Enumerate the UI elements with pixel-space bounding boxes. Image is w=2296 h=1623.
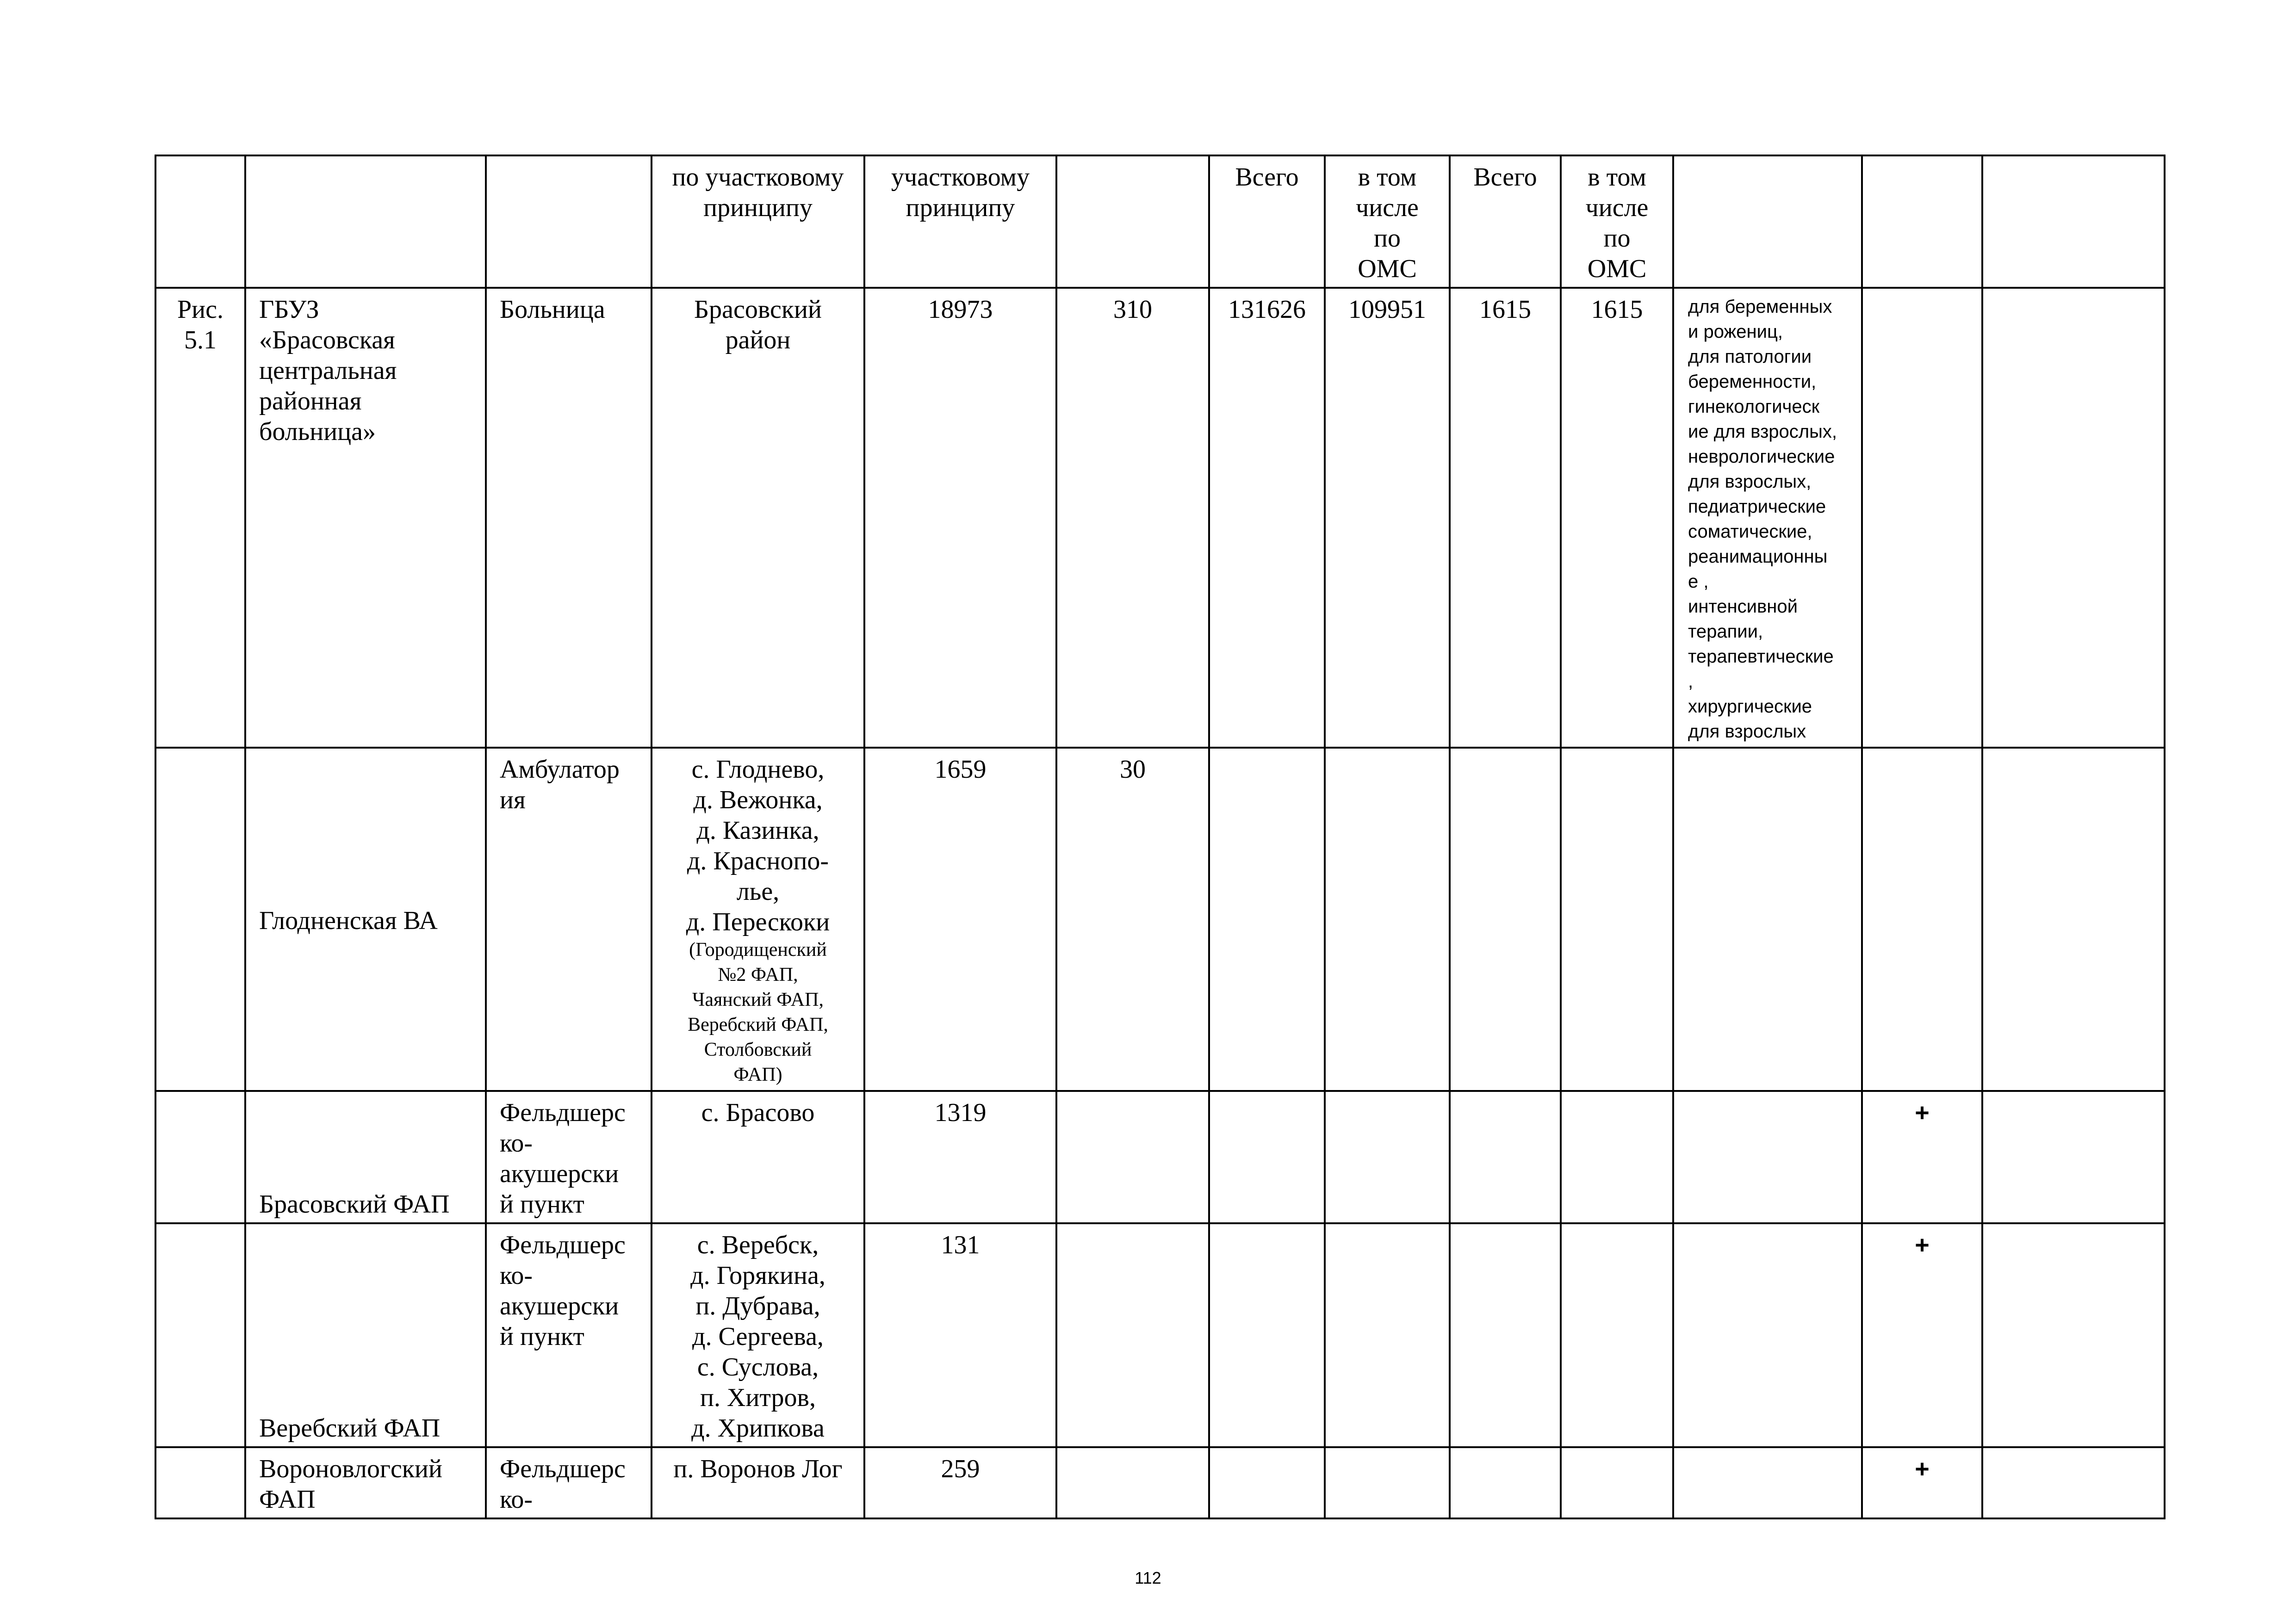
total-1-value: 131626 <box>1209 288 1325 748</box>
header-cell-12 <box>1862 155 1982 288</box>
oms-1-value: 109951 <box>1325 288 1450 748</box>
total-1-value <box>1209 1223 1325 1447</box>
facility-type: Больница <box>486 288 652 748</box>
total-1-value <box>1209 1447 1325 1518</box>
table-row <box>155 748 2165 1091</box>
service-area: Брасовский район <box>652 288 864 748</box>
row-number <box>155 748 245 1091</box>
header-cell-6 <box>1056 155 1209 288</box>
table-row <box>155 1447 2165 1518</box>
oms-2-value: 1615 <box>1561 288 1673 748</box>
table-row <box>155 1223 2165 1447</box>
header-cell-name <box>245 155 486 288</box>
cell-13 <box>1982 1223 2165 1447</box>
oms-2-value <box>1561 1447 1673 1518</box>
oms-1-value <box>1325 748 1450 1091</box>
mark-cell <box>1862 748 1982 1091</box>
service-area: п. Воронов Лог <box>652 1447 864 1518</box>
cell-13 <box>1982 1447 2165 1518</box>
population-value: 1319 <box>864 1091 1056 1223</box>
header-cell-type <box>486 155 652 288</box>
service-area: с. Глоднево, д. Вежонка, д. Казинка, д. Краснопо- лье, д. Перескоки (Городищенский №2 ФАП, Чаянский ФАП, Веребский ФАП, Столбовский ФАП) <box>652 748 864 1091</box>
medical-facilities-table <box>155 155 2166 1519</box>
bed-profiles <box>1673 1447 1862 1518</box>
header-cell-oms-2: в том числе по ОМС <box>1561 155 1673 288</box>
header-cell-total-1: Всего <box>1209 155 1325 288</box>
plus-mark: + <box>1862 1447 1982 1518</box>
row-number <box>155 1091 245 1223</box>
header-cell-total-2: Всего <box>1450 155 1561 288</box>
row-number: Рис. 5.1 <box>155 288 245 748</box>
table-row <box>155 1091 2165 1223</box>
facility-type: Фельдшерс ко- <box>486 1447 652 1518</box>
mark-cell <box>1862 288 1982 748</box>
cell-6-value <box>1056 1223 1209 1447</box>
header-cell-area: по участковому принципу <box>652 155 864 288</box>
cell-13 <box>1982 1091 2165 1223</box>
facility-type: Фельдшерс ко- акушерски й пункт <box>486 1091 652 1223</box>
facility-name: Брасовский ФАП <box>245 1091 486 1223</box>
oms-2-value <box>1561 1223 1673 1447</box>
row-number <box>155 1447 245 1518</box>
total-1-value <box>1209 748 1325 1091</box>
oms-1-value <box>1325 1447 1450 1518</box>
cell-6-value: 30 <box>1056 748 1209 1091</box>
population-value: 259 <box>864 1447 1056 1518</box>
cell-13 <box>1982 748 2165 1091</box>
facility-name: Веребский ФАП <box>245 1223 486 1447</box>
total-2-value <box>1450 1447 1561 1518</box>
cell-6-value: 310 <box>1056 288 1209 748</box>
page-number: 112 <box>1135 1568 1161 1587</box>
row-number <box>155 1223 245 1447</box>
bed-profiles: для беременных и рожениц, для патологии беременности, гинекологическ ие для взрослых, неврологические для взрослых, педиатрические соматические, реанимационны е , интенсивной терапии, терапевтические , хирургические для взрослых <box>1673 288 1862 748</box>
service-area: с. Веребск, д. Горякина, п. Дубрава, д. Сергеева, с. Суслова, п. Хитров, д. Хрипкова <box>652 1223 864 1447</box>
total-2-value: 1615 <box>1450 288 1561 748</box>
facility-name: Глодненская ВА <box>245 748 486 1091</box>
facility-name: Вороновлогский ФАП <box>245 1447 486 1518</box>
header-cell-13 <box>1982 155 2165 288</box>
bed-profiles <box>1673 748 1862 1091</box>
oms-1-value <box>1325 1091 1450 1223</box>
total-2-value <box>1450 1091 1561 1223</box>
population-value: 18973 <box>864 288 1056 748</box>
service-area: с. Брасово <box>652 1091 864 1223</box>
facility-type: Амбулатор ия <box>486 748 652 1091</box>
cell-13 <box>1982 288 2165 748</box>
header-cell-population: участковому принципу <box>864 155 1056 288</box>
plus-mark: + <box>1862 1091 1982 1223</box>
facility-type: Фельдшерс ко- акушерски й пункт <box>486 1223 652 1447</box>
oms-2-value <box>1561 1091 1673 1223</box>
cell-6-value <box>1056 1447 1209 1518</box>
bed-profiles <box>1673 1223 1862 1447</box>
cell-6-value <box>1056 1091 1209 1223</box>
oms-1-value <box>1325 1223 1450 1447</box>
oms-2-value <box>1561 748 1673 1091</box>
population-value: 131 <box>864 1223 1056 1447</box>
header-cell-num <box>155 155 245 288</box>
facility-name: ГБУЗ «Брасовская центральная районная больница» <box>245 288 486 748</box>
plus-mark: + <box>1862 1223 1982 1447</box>
header-cell-profiles <box>1673 155 1862 288</box>
population-value: 1659 <box>864 748 1056 1091</box>
table-row <box>155 288 2165 748</box>
table-header-row <box>155 155 2165 288</box>
total-2-value <box>1450 1223 1561 1447</box>
bed-profiles <box>1673 1091 1862 1223</box>
total-2-value <box>1450 748 1561 1091</box>
total-1-value <box>1209 1091 1325 1223</box>
header-cell-oms-1: в том числе по ОМС <box>1325 155 1450 288</box>
